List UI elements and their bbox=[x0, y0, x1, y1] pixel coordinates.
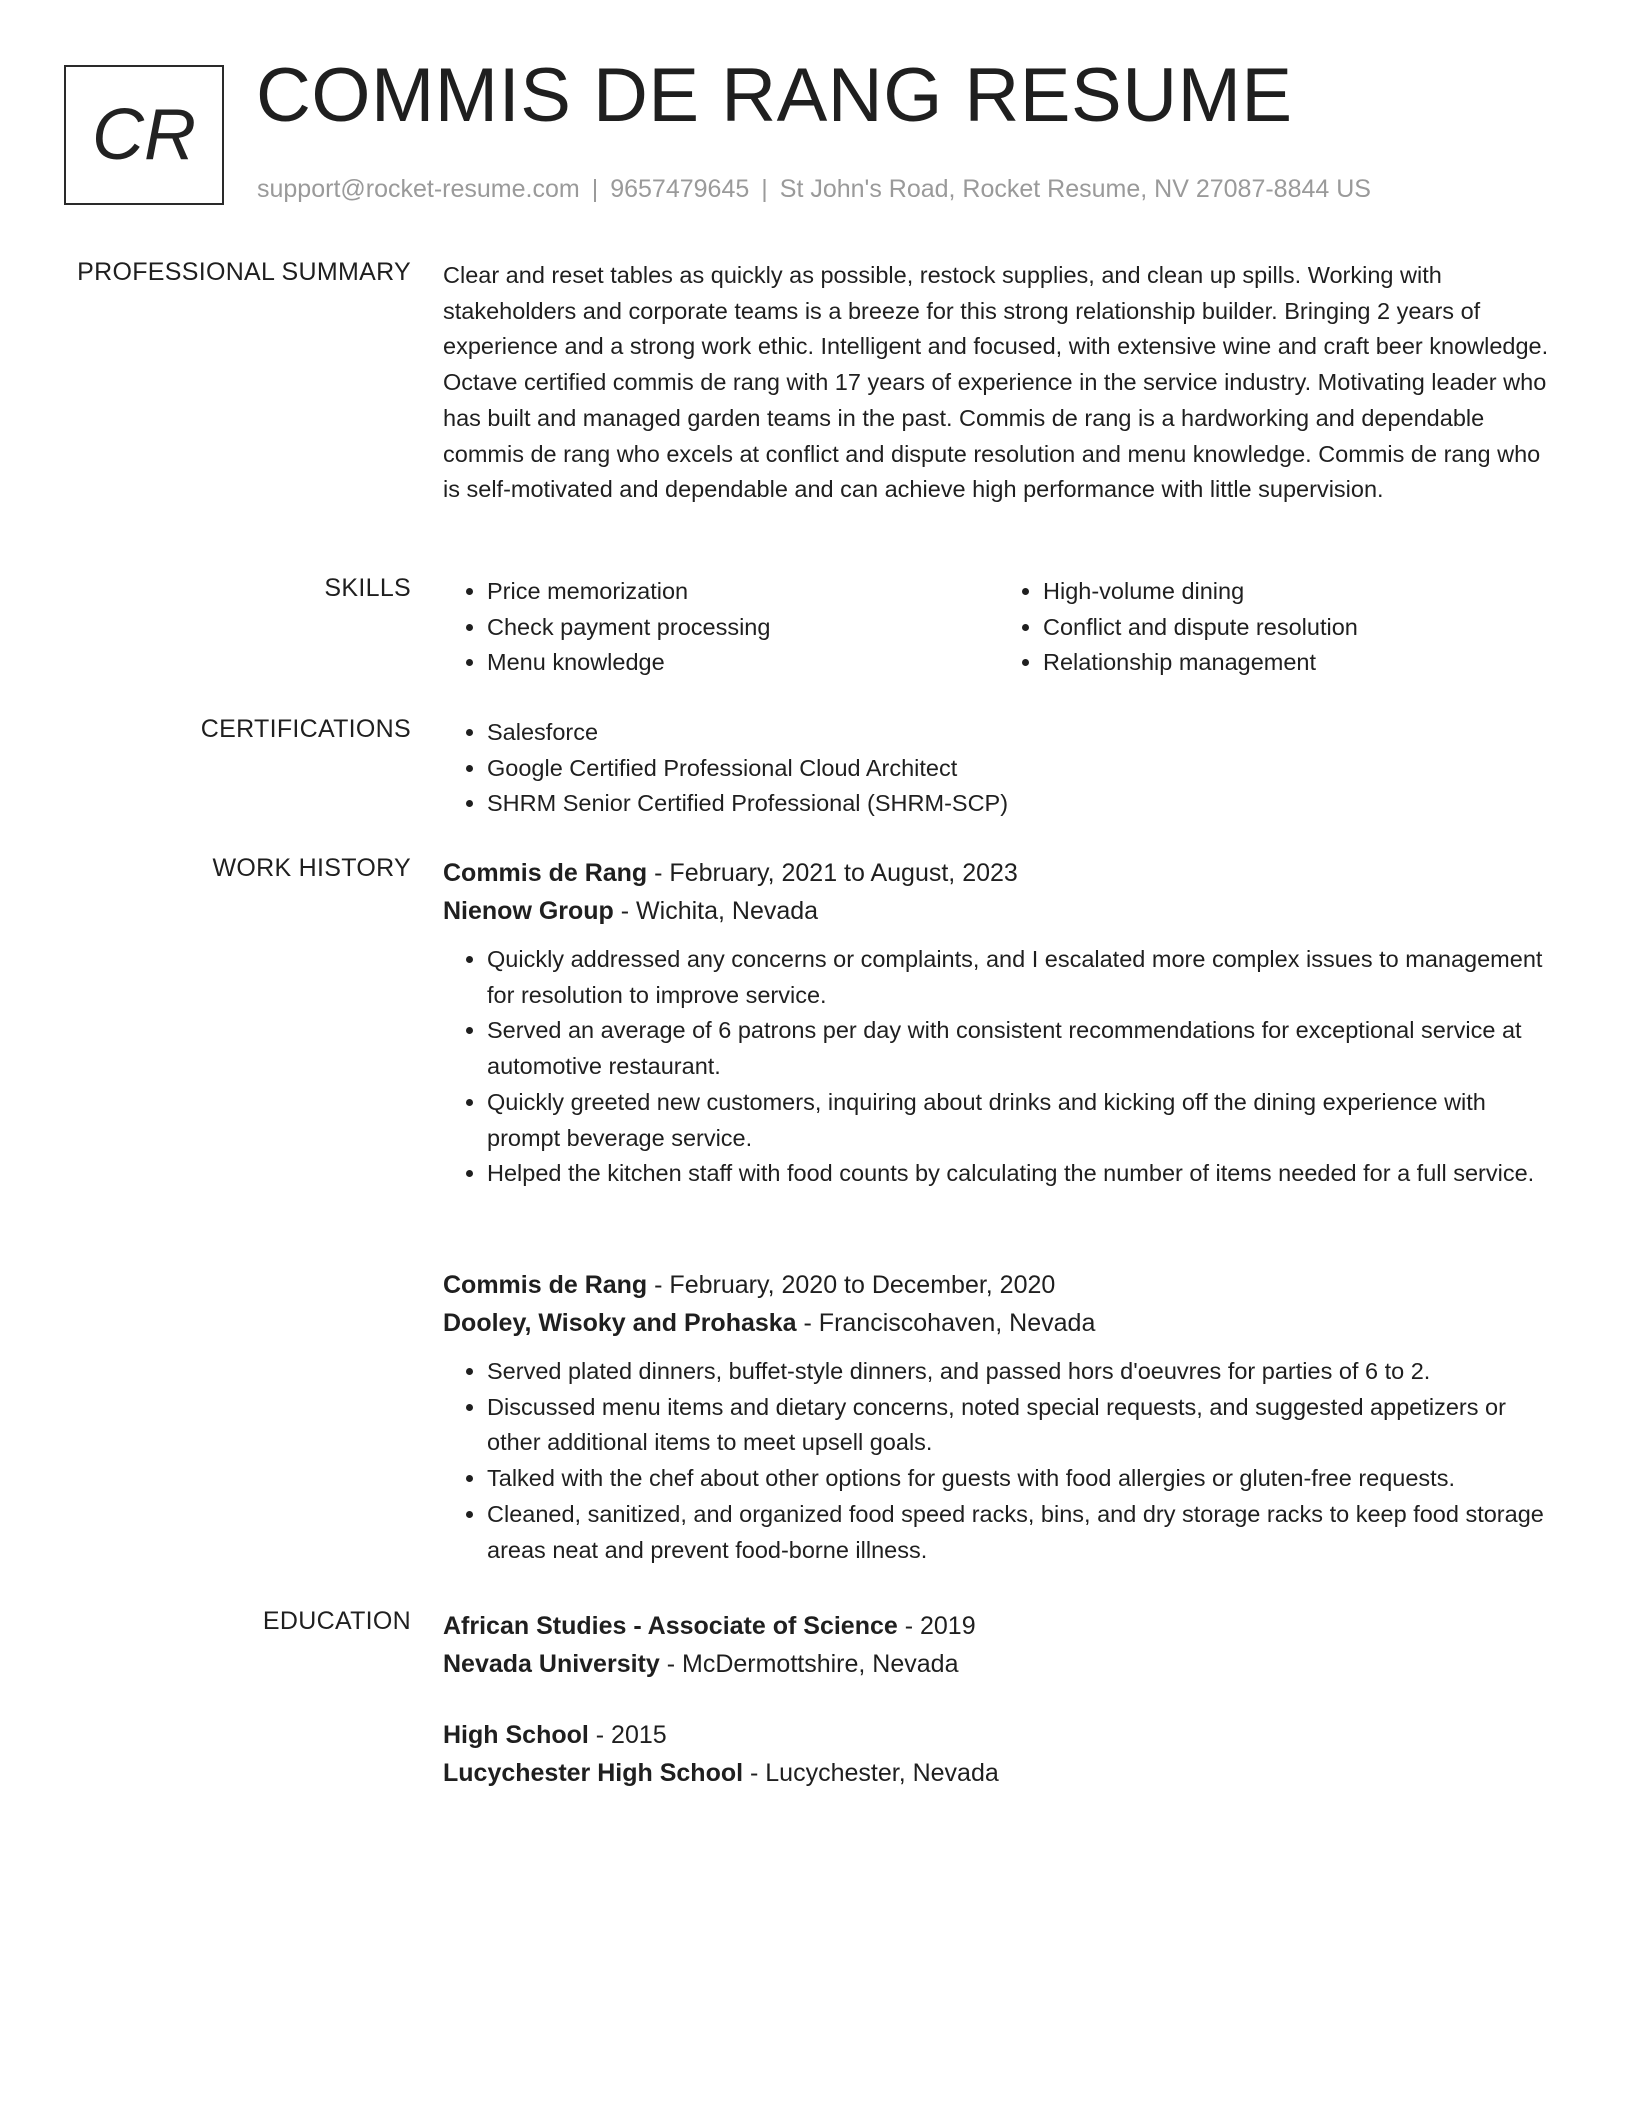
contact-email[interactable]: support@rocket-resume.com bbox=[257, 175, 580, 203]
job-company: Nienow Group bbox=[443, 897, 614, 925]
contact-separator: | bbox=[591, 175, 599, 203]
job-bullet: • Served an average of 6 patrons per day with consistent recommendations for exceptional service at automotive restaurant. bbox=[487, 1013, 1555, 1084]
contact-phone[interactable]: 9657479645 bbox=[610, 175, 750, 203]
certifications-list-wrap bbox=[443, 715, 1555, 822]
certification-item: • Google Certified Professional Cloud Architect bbox=[487, 751, 1555, 787]
page-title: COMMIS DE RANG RESUME bbox=[256, 53, 1293, 138]
education-degree-line bbox=[443, 1607, 1555, 1645]
job-bullet-list bbox=[443, 942, 1555, 1192]
contact-line bbox=[257, 175, 1371, 204]
skill-item: • Menu knowledge bbox=[487, 645, 999, 681]
section-label-certifications: CERTIFICATIONS bbox=[200, 715, 411, 743]
section-label-work: WORK HISTORY bbox=[212, 854, 411, 882]
job-bullet: • Quickly greeted new customers, inquiring about drinks and kicking off the dining experience with prompt beverage service. bbox=[487, 1085, 1555, 1156]
education-year: - 2019 bbox=[897, 1612, 976, 1640]
job-location: - Wichita, Nevada bbox=[613, 897, 819, 925]
certification-item: • SHRM Senior Certified Professional (SHRM-SCP) bbox=[487, 786, 1555, 822]
job-role: Commis de Rang bbox=[443, 859, 648, 887]
section-label-skills: SKILLS bbox=[324, 574, 411, 602]
education-year: - 2015 bbox=[588, 1721, 667, 1749]
monogram-logo bbox=[64, 65, 224, 205]
education-school-line bbox=[443, 1754, 1555, 1792]
job-dates: - February, 2020 to December, 2020 bbox=[647, 1271, 1056, 1299]
job-bullet: • Served plated dinners, buffet-style dinners, and passed hors d'oeuvres for parties of 6 to 2. bbox=[487, 1354, 1555, 1390]
job-bullet: • Helped the kitchen staff with food counts by calculating the number of items needed for a full service. bbox=[487, 1156, 1555, 1192]
job-location: - Franciscohaven, Nevada bbox=[796, 1309, 1096, 1337]
job-bullet: • Quickly addressed any concerns or complaints, and I escalated more complex issues to management for resolution to improve service. bbox=[487, 942, 1555, 1013]
job-company-line bbox=[443, 892, 1555, 930]
education-entry bbox=[443, 1716, 1555, 1792]
job-title-line bbox=[443, 854, 1555, 892]
job-bullet: • Talked with the chef about other options for guests with food allergies or gluten-free requests. bbox=[487, 1461, 1555, 1497]
job-role: Commis de Rang bbox=[443, 1271, 648, 1299]
summary-text: Clear and reset tables as quickly as possible, restock supplies, and clean up spills. Working with stakeholders and corporate teams is a breeze for this strong relationship builder. Bringing 2 years of experience and a strong work ethic. Intelligent and focused, with extensive wine and craft beer knowledge. Octave certified commis de rang with 17 years of experience in the service industry. Motivating leader who has built and managed garden teams in the past. Commis de rang is a hardworking and dependable commis de rang who excels at conflict and dispute resolution and menu knowledge. Commis de rang who is self-motivated and dependable and can achieve high performance with little supervision. bbox=[443, 262, 1549, 503]
skill-item: • Check payment processing bbox=[487, 610, 999, 646]
job-bullet: • Discussed menu items and dietary concerns, noted special requests, and suggested appetizers or other additional items to meet upsell goals. bbox=[487, 1390, 1555, 1461]
skill-item: • High-volume dining bbox=[1043, 574, 1555, 610]
education-degree: African Studies - Associate of Science bbox=[443, 1612, 898, 1640]
education-degree: High School bbox=[443, 1721, 589, 1749]
job-company-line bbox=[443, 1304, 1555, 1342]
job-bullet-list bbox=[443, 1354, 1555, 1568]
skill-item: • Relationship management bbox=[1043, 645, 1555, 681]
section-label-education: EDUCATION bbox=[262, 1607, 411, 1635]
education-school-line bbox=[443, 1645, 1555, 1683]
job-entry bbox=[443, 854, 1555, 1192]
education-school: Nevada University bbox=[443, 1650, 660, 1678]
job-title-line bbox=[443, 1266, 1555, 1304]
skills-list-left bbox=[443, 574, 999, 681]
skills-list-right bbox=[999, 574, 1555, 681]
certifications-list bbox=[443, 715, 1555, 822]
section-label-summary: PROFESSIONAL SUMMARY bbox=[77, 258, 411, 286]
contact-separator: | bbox=[761, 175, 768, 203]
job-entry bbox=[443, 1266, 1555, 1568]
contact-address: St John's Road, Rocket Resume, NV 27087-8844 US bbox=[779, 175, 1371, 203]
certification-item: • Salesforce bbox=[487, 715, 1555, 751]
education-location: - Lucychester, Nevada bbox=[743, 1759, 999, 1787]
education-entry bbox=[443, 1607, 1555, 1683]
education-school: Lucychester High School bbox=[443, 1759, 744, 1787]
skill-item: • Conflict and dispute resolution bbox=[1043, 610, 1555, 646]
skills-grid bbox=[443, 574, 1555, 681]
job-dates: - February, 2021 to August, 2023 bbox=[647, 859, 1018, 887]
skill-item: • Price memorization bbox=[487, 574, 999, 610]
job-bullet: • Cleaned, sanitized, and organized food speed racks, bins, and dry storage racks to keep food storage areas neat and prevent food-borne illness. bbox=[487, 1497, 1555, 1568]
education-degree-line bbox=[443, 1716, 1555, 1754]
monogram-text: CR bbox=[92, 95, 196, 175]
job-company: Dooley, Wisoky and Prohaska bbox=[443, 1309, 797, 1337]
education-location: - McDermottshire, Nevada bbox=[659, 1650, 959, 1678]
